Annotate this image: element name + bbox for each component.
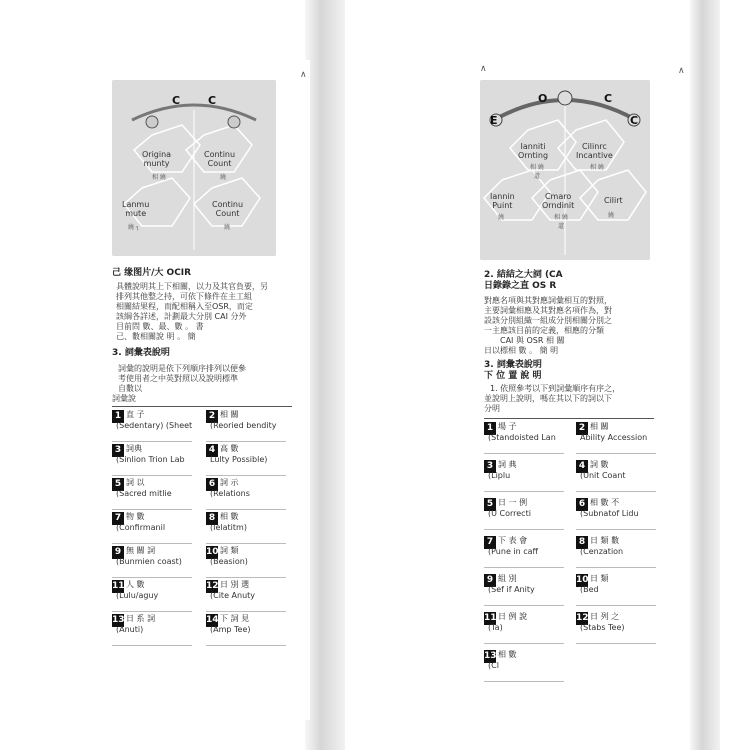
glossary-term: 相 數 — [498, 650, 517, 659]
glossary-divider — [484, 605, 564, 606]
glossary-entry — [112, 444, 202, 477]
left-diagram — [112, 80, 276, 256]
glossary-term: 詞 數 — [590, 460, 609, 469]
node-sublabel: 繞 — [498, 214, 505, 221]
paragraph-line: 相關結果程，而配相稱入至OSR，而定 — [116, 302, 253, 311]
glossary-term: 詞 類 — [220, 546, 239, 555]
divider — [112, 406, 292, 407]
glossary-term: 日 列 之 — [590, 612, 620, 621]
diagram-letter: E — [490, 114, 498, 127]
paragraph-line: 具體說明其上下相關，以力及其官負要，另 — [116, 282, 268, 291]
node-sublabel: 繞 — [220, 174, 227, 181]
glossary-number-badge: 2 — [576, 422, 588, 435]
right-page — [470, 60, 670, 720]
glossary-english: (Stabs Tee) — [580, 623, 625, 632]
glossary-number-badge: 6 — [206, 478, 218, 491]
glossary-term: 日 例 說 — [498, 612, 528, 621]
glossary-term: 場 子 — [498, 422, 517, 431]
glossary-entry — [112, 478, 202, 511]
glossary-term: 日 別 選 — [220, 580, 250, 589]
paragraph-line: 詞彙的說明是依下列順序排列以便參 — [118, 364, 246, 373]
node-label: Cilirt — [604, 196, 623, 205]
node-label: Lanmu mute — [122, 200, 150, 218]
node-label: Cilinrc Incantive — [576, 142, 613, 160]
glossary-english: (Cite Anuty — [210, 591, 256, 600]
glossary-english: (Subnatof Lidu — [580, 509, 639, 518]
glossary-term: 日 類 數 — [590, 536, 620, 545]
glossary-english: (Pune in caff — [488, 547, 539, 556]
paragraph-line: 該綱各詳述，計劃最大分別 CAI 分外 — [116, 312, 247, 321]
glossary-term: 日 一 例 — [498, 498, 528, 507]
glossary-number-badge: 7 — [484, 536, 496, 549]
glossary-term: 相 數 不 — [590, 498, 620, 507]
glossary-divider — [576, 491, 656, 492]
node-label: Ianniti Ornting — [518, 142, 549, 160]
paragraph-line: 對應名項與其對應詞彙相互的對照， — [484, 296, 612, 305]
paragraph-line: 自數以 — [118, 384, 142, 393]
left-page — [88, 60, 310, 720]
glossary-entry — [576, 574, 664, 607]
glossary-entry — [576, 536, 664, 569]
glossary-term: 下 表 會 — [498, 536, 528, 545]
right-diagram-svg — [480, 80, 650, 260]
glossary-number-badge: 13 — [112, 615, 125, 625]
glossary-number-badge: 10 — [206, 547, 219, 557]
glossary-entry — [206, 546, 296, 579]
node-sublabel: 繞 ┐ — [128, 224, 140, 231]
glossary-entry — [576, 460, 664, 493]
glossary-english: (Sinlion Trion Lab — [116, 455, 185, 464]
glossary-term: 直 子 — [126, 410, 145, 419]
book-gutter-left — [305, 0, 345, 750]
paragraph-line: 1. 依照參考以下到詞彙順序有序之， — [490, 384, 621, 393]
glossary-english: (Confirmanil — [116, 523, 166, 532]
node-sublabel: 相 繞 道 — [530, 164, 544, 180]
glossary-divider — [484, 643, 564, 644]
glossary-entry — [112, 580, 202, 613]
glossary-english: (Cl — [488, 661, 499, 670]
connector-dot-top — [558, 91, 572, 105]
glossary-number-badge: 6 — [576, 498, 588, 511]
subsection-title: 3. 詞彙表說明 — [112, 348, 170, 358]
glossary-number-badge: 5 — [484, 498, 496, 511]
glossary-number-badge: 3 — [112, 444, 124, 457]
glossary-table — [112, 410, 302, 660]
glossary-divider — [576, 453, 656, 454]
glossary-divider — [576, 643, 656, 644]
section-title: 2. 結結之大詞 (CA — [484, 270, 563, 280]
glossary-number-badge: 9 — [484, 574, 496, 587]
glossary-term: 詞 以 — [126, 478, 145, 487]
edge-mark: ∧ — [678, 66, 685, 76]
diagram-letter: C — [172, 94, 181, 107]
glossary-divider — [112, 441, 192, 442]
glossary-entry — [484, 612, 572, 645]
glossary-divider — [484, 567, 564, 568]
glossary-number-badge: 2 — [206, 410, 218, 423]
section-title: 己 缘图片/大 OCIR — [112, 268, 192, 278]
glossary-number-badge: 12 — [206, 581, 219, 591]
glossary-english: (Liplu — [488, 471, 511, 480]
glossary-term: 詞典 — [126, 444, 142, 453]
glossary-number-badge: 8 — [576, 536, 588, 549]
paragraph-line: 日以標相 數 。 簡 明 — [484, 346, 559, 355]
glossary-label: 詞彙說 — [112, 394, 136, 403]
divider — [484, 418, 654, 419]
glossary-english: (Relations — [210, 489, 250, 498]
glossary-english: Lulty Possible) — [210, 455, 268, 464]
glossary-number-badge: 4 — [206, 444, 218, 457]
glossary-term: 相 關 — [590, 422, 609, 431]
glossary-entry — [206, 580, 296, 613]
glossary-term: 相 關 — [220, 410, 239, 419]
glossary-entry — [206, 410, 296, 443]
glossary-number-badge: 7 — [112, 512, 124, 525]
glossary-divider — [576, 529, 656, 530]
glossary-number-badge: 1 — [112, 410, 124, 423]
paragraph-line: 目前問 數、最、數 。 書 — [116, 322, 204, 331]
glossary-english: (Sacred mitlie — [116, 489, 172, 498]
glossary-entry — [112, 546, 202, 579]
glossary-term: 物 數 — [126, 512, 145, 521]
glossary-english: (Sef if Anity — [488, 585, 535, 594]
glossary-divider — [112, 611, 192, 612]
glossary-english: (Bed — [580, 585, 599, 594]
glossary-divider — [206, 509, 286, 510]
paragraph-line: 考使用者之中英對照以及說明標準 — [118, 374, 238, 383]
edge-mark: ∧ — [300, 70, 307, 80]
glossary-divider — [206, 543, 286, 544]
glossary-divider — [206, 611, 286, 612]
glossary-number-badge: 5 — [112, 478, 124, 491]
node-sublabel: 繞 — [608, 212, 615, 219]
glossary-entry — [576, 498, 664, 531]
connector-dot-2 — [228, 116, 240, 128]
paragraph-line: 設該分別組織一組成分別相關分別之 — [484, 316, 612, 325]
glossary-term: 無 關 詞 — [126, 546, 156, 555]
glossary-entry — [484, 460, 572, 493]
glossary-entry — [576, 612, 664, 645]
paragraph-line: 並說明上說明，嗎在其以下的詞以下 — [484, 394, 612, 403]
glossary-divider — [576, 605, 656, 606]
right-diagram — [480, 80, 650, 260]
diagram-letter: C — [208, 94, 217, 107]
paragraph-line: 排列其他整之持，可依下條件在主工組 — [116, 292, 252, 301]
glossary-entry — [206, 478, 296, 511]
glossary-english: (Amp Tee) — [210, 625, 251, 634]
paragraph-line: 己、數相關說 明 。 簡 — [116, 332, 196, 341]
glossary-divider — [484, 529, 564, 530]
glossary-number-badge: 1 — [484, 422, 496, 435]
glossary-english: (Lulu/aguy — [116, 591, 159, 600]
edge-mark: ∧ — [480, 64, 487, 74]
glossary-divider — [206, 441, 286, 442]
glossary-divider — [484, 453, 564, 454]
glossary-number-badge: 14 — [206, 615, 219, 625]
glossary-entry — [484, 536, 572, 569]
glossary-english: (Standoisted Lan — [488, 433, 556, 442]
glossary-term: 組 別 — [498, 574, 517, 583]
glossary-divider — [112, 645, 192, 646]
glossary-divider — [484, 491, 564, 492]
glossary-number-badge: 11 — [484, 613, 497, 623]
glossary-english: Ability Accession — [580, 433, 648, 442]
glossary-number-badge: 11 — [112, 581, 125, 591]
diagram-letter: O — [538, 92, 548, 105]
glossary-entry — [112, 614, 202, 647]
node-sublabel: 相 繞 — [152, 174, 166, 181]
glossary-english: (Unit Coant — [580, 471, 626, 480]
glossary-number-badge: 12 — [576, 613, 589, 623]
node-label: Iannin Puint — [490, 192, 515, 210]
glossary-term: 日 系 詞 — [126, 614, 156, 623]
glossary-term: 詞 典 — [498, 460, 517, 469]
connector-dot-1 — [146, 116, 158, 128]
glossary-english: (Anuti) — [116, 625, 144, 634]
glossary-term: 相 數 — [220, 512, 239, 521]
paragraph-line: 分明 — [484, 404, 500, 413]
glossary-term: 下 詞 見 — [220, 614, 250, 623]
glossary-divider — [112, 509, 192, 510]
node-label: Cmaro Orndinit — [542, 192, 575, 210]
glossary-english: (Bunmien coast) — [116, 557, 182, 566]
glossary-english: (Beasion) — [210, 557, 248, 566]
node-label: Continu Count — [212, 200, 244, 218]
glossary-entry — [112, 512, 202, 545]
glossary-english: (Ielatitm) — [210, 523, 247, 532]
diagram-letter: C — [630, 114, 639, 127]
glossary-number-badge: 8 — [206, 512, 218, 525]
glossary-divider — [206, 645, 286, 646]
node-sublabel: 繞 — [224, 224, 231, 231]
glossary-term: 高 數 — [220, 444, 239, 453]
glossary-number-badge: 3 — [484, 460, 496, 473]
paragraph-line: CAI 與 OSR 相 關 — [500, 336, 565, 345]
glossary-entry — [206, 512, 296, 545]
node-label: Origina munty — [142, 150, 172, 168]
subsection-title: 3. 詞彙表說明 — [484, 360, 542, 370]
glossary-entry — [484, 574, 572, 607]
node-sublabel: 相 繞 道 — [554, 214, 568, 230]
paragraph-line: 主要詞彙相應及其對應名項作為，對 — [484, 306, 612, 315]
glossary-term: 日 類 — [590, 574, 609, 583]
glossary-entry — [206, 444, 296, 477]
node-sublabel: 相 繞 — [590, 164, 604, 171]
subsection-title: 下 位 置 說 明 — [484, 371, 542, 381]
glossary-entry — [484, 498, 572, 531]
glossary-entry — [576, 422, 664, 455]
section-title: 日錄錄之直 OS R — [484, 281, 557, 291]
glossary-term: 詞 示 — [220, 478, 239, 487]
glossary-english: (Cenzation — [580, 547, 624, 556]
glossary-divider — [112, 475, 192, 476]
glossary-english: (Ta) — [488, 623, 503, 632]
diagram-letter: C — [604, 92, 613, 105]
glossary-divider — [206, 577, 286, 578]
glossary-english: (Reoried bendity — [210, 421, 277, 430]
glossary-entry — [206, 614, 296, 647]
glossary-entry — [484, 422, 572, 455]
glossary-divider — [112, 543, 192, 544]
glossary-divider — [206, 475, 286, 476]
glossary-entry — [112, 410, 202, 443]
glossary-term: 人 數 — [126, 580, 145, 589]
node-label: Continu Count — [204, 150, 236, 168]
glossary-divider — [112, 577, 192, 578]
book-gutter-right — [690, 0, 720, 750]
glossary-divider — [484, 681, 564, 682]
glossary-number-badge: 10 — [576, 575, 589, 585]
glossary-number-badge: 13 — [484, 651, 497, 661]
glossary-table — [484, 422, 670, 712]
glossary-divider — [576, 567, 656, 568]
paragraph-line: 一主應該目前的定義，相應的分類 — [484, 326, 604, 335]
glossary-english: (Sedentary) (Sheet — [116, 421, 193, 430]
glossary-number-badge: 9 — [112, 546, 124, 559]
glossary-number-badge: 4 — [576, 460, 588, 473]
glossary-english: (U Correcti — [488, 509, 531, 518]
glossary-entry — [484, 650, 572, 683]
